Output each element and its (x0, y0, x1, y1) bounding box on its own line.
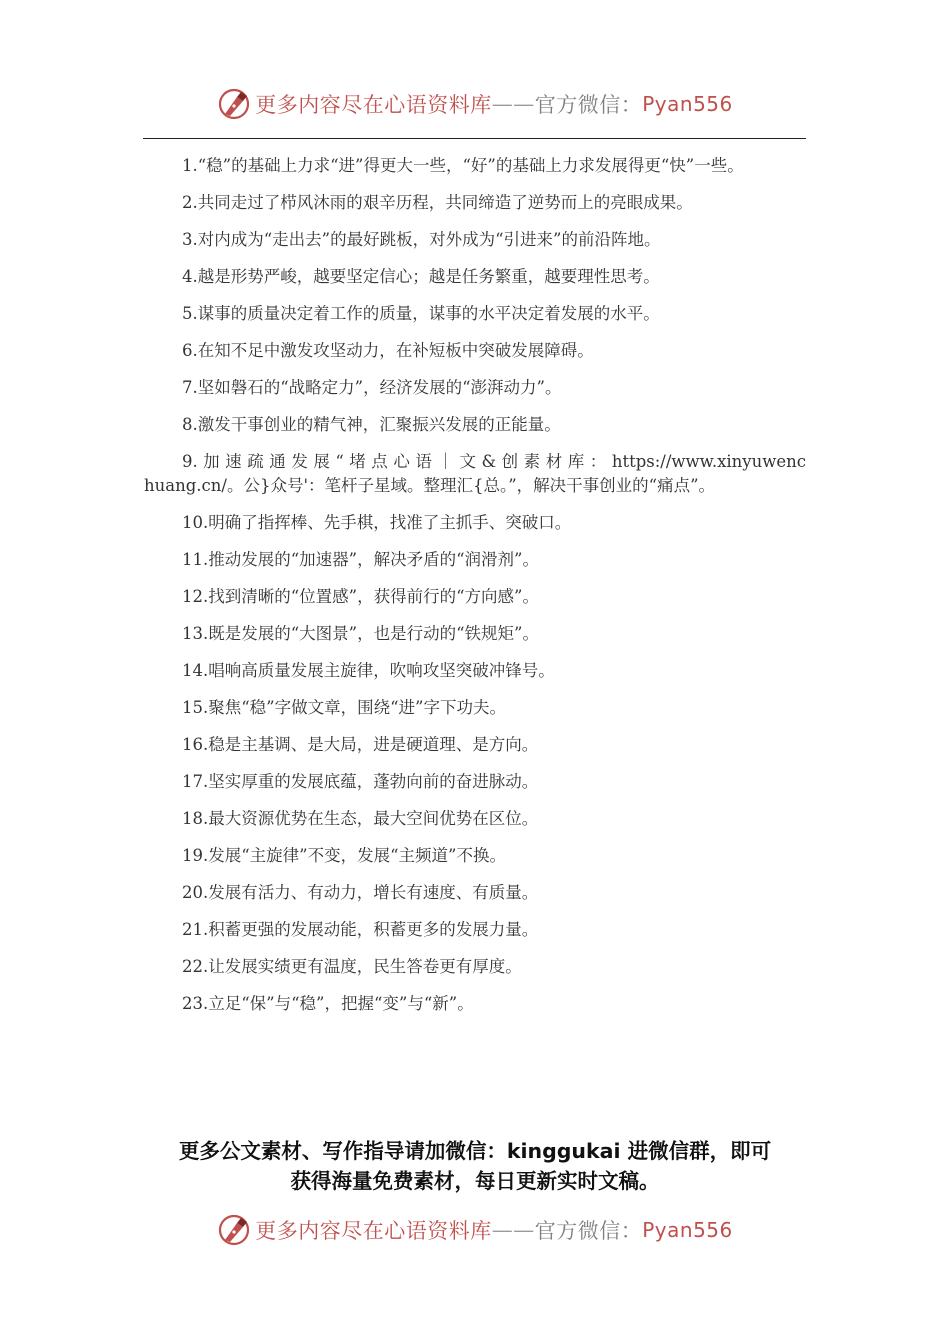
pen-nib-logo-icon (217, 1213, 251, 1247)
header-wechat-id: Pyan556 (642, 92, 733, 116)
list-item: 4.越是形势严峻，越要坚定信心；越是任务繁重，越要理性思考。 (182, 267, 660, 286)
list-item: 1.“稳”的基础上力求“进”得更大一些，“好”的基础上力求发展得更“快”一些。 (182, 156, 744, 175)
footer-promo-line-2: 获得海量免费素材，每日更新实时文稿。 (290, 1169, 660, 1193)
list-item: 16.稳是主基调、是大局，进是硬道理、是方向。 (182, 735, 539, 754)
list-item: 17.坚实厚重的发展底蕴，蓬勃向前的奋进脉动。 (182, 772, 539, 791)
footer-label: 官方微信： (534, 1219, 643, 1243)
header-site-text: 更多内容尽在心语资料库 (255, 93, 492, 117)
list-item: 20.发展有活力、有动力，增长有速度、有质量。 (182, 883, 539, 902)
header-label: 官方微信： (534, 93, 643, 117)
header-banner (0, 84, 950, 124)
list-item: 2.共同走过了栉风沐雨的艰辛历程，共同缔造了逆势而上的亮眼成果。 (182, 193, 693, 212)
list-item: 21.积蓄更强的发展动能，积蓄更多的发展力量。 (182, 920, 539, 939)
list-item: 8.激发干事创业的精气神，汇聚振兴发展的正能量。 (182, 415, 561, 434)
list-item: 5.谋事的质量决定着工作的质量，谋事的水平决定着发展的水平。 (182, 304, 660, 323)
list-item: 6.在知不足中激发攻坚动力，在补短板中突破发展障碍。 (182, 341, 594, 360)
list-item: 12.找到清晰的“位置感”，获得前行的“方向感”。 (182, 587, 539, 606)
list-item: 15.聚焦“稳”字做文章，围绕“进”字下功夫。 (182, 698, 506, 717)
list-item: 19.发展“主旋律”不变，发展“主频道”不换。 (182, 846, 506, 865)
list-item: 7.坚如磐石的“战略定力”，经济发展的“澎湃动力”。 (182, 378, 562, 397)
list-item: 10.明确了指挥棒、先手棋，找准了主抓手、突破口。 (182, 513, 572, 532)
list-item: 23.立足“保”与“稳”，把握“变”与“新”。 (182, 994, 474, 1013)
list-item: 13.既是发展的“大图景”，也是行动的“铁规矩”。 (182, 624, 539, 643)
footer-wechat-id: Pyan556 (642, 1218, 733, 1242)
footer-promo-line-1: 更多公文素材、写作指导请加微信：kinggukai 进微信群，即可 (178, 1139, 772, 1163)
footer-site-text: 更多内容尽在心语资料库 (255, 1219, 492, 1243)
footer-banner (0, 1210, 950, 1250)
header-dash: —— (491, 92, 535, 116)
document-body (144, 154, 806, 1029)
pen-nib-logo-icon (217, 87, 251, 121)
list-item: 14.唱响高质量发展主旋律，吹响攻坚突破冲锋号。 (182, 661, 555, 680)
header-divider (143, 138, 806, 139)
list-item: 9. 加 速 疏 通 发 展 “ 堵 点 心 语 ｜ 文 & 创 素 材 库 ： https://www.xinyuwenchuang.cn/。公}众号'：笔杆子星域。整理汇{总。”，解决干事创业的“痛点”。 (144, 452, 806, 495)
footer-promo (0, 1136, 950, 1196)
list-item: 18.最大资源优势在生态，最大空间优势在区位。 (182, 809, 539, 828)
list-item: 22.让发展实绩更有温度，民生答卷更有厚度。 (182, 957, 522, 976)
list-item: 11.推动发展的“加速器”，解决矛盾的“润滑剂”。 (182, 550, 539, 569)
footer-dash: —— (491, 1218, 535, 1242)
list-item: 3.对内成为“走出去”的最好跳板，对外成为“引进来”的前沿阵地。 (182, 230, 661, 249)
